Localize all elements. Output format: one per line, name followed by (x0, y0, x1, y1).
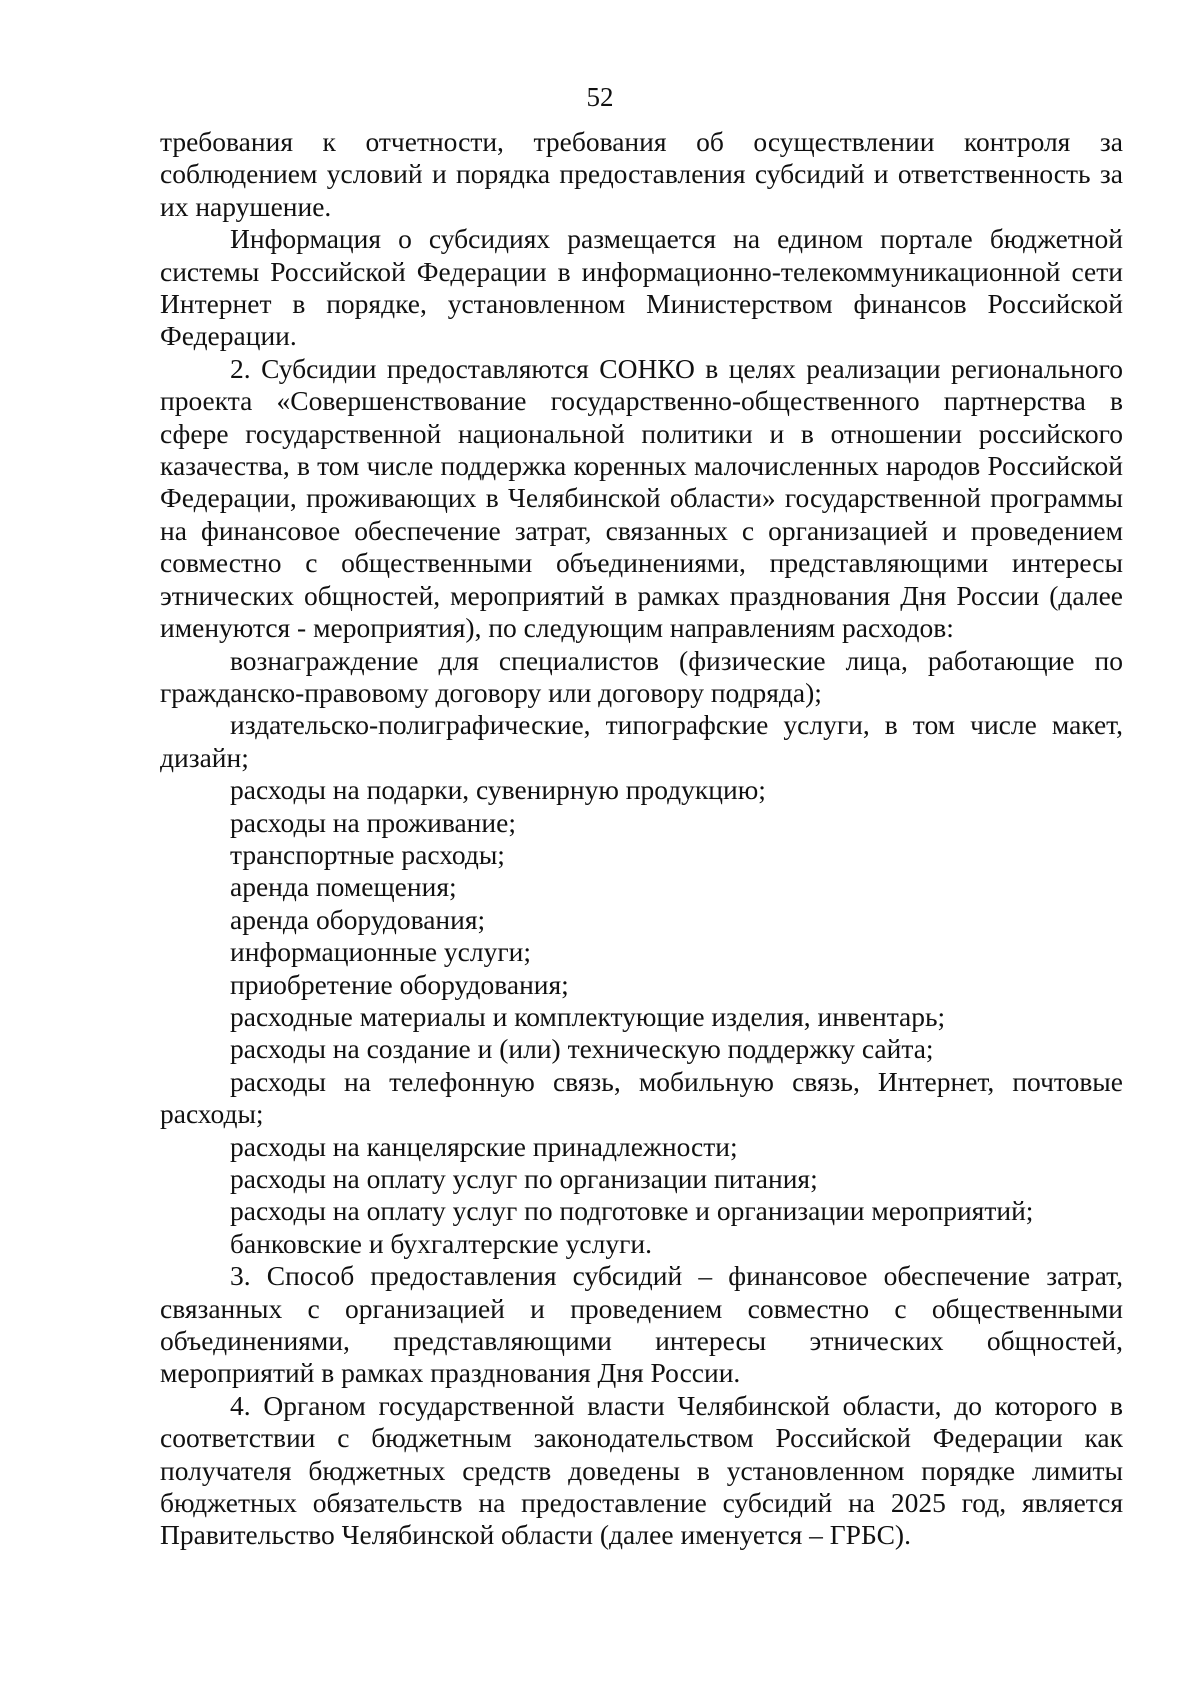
document-body (160, 126, 1123, 1552)
list-item: приобретение оборудования; (230, 968, 569, 1000)
list-item: расходы на телефонную связь, мобильную связь, Интернет, почтовые расходы; (160, 1065, 1123, 1130)
list-item: расходы на канцелярские принадлежности; (230, 1130, 738, 1162)
list-item: аренда оборудования; (230, 903, 486, 935)
list-item: расходы на оплату услуг по организации питания; (230, 1163, 818, 1194)
paragraph-continuation: требования к отчетности, требования об осуществлении контроля за соблюдением условий и порядка предоставления субсидий и ответственность за их нарушение. (160, 126, 1123, 222)
paragraph-item-4: 4. Органом государственной власти Челябинской области, до которого в соответствии с бюджетным законодательством Российской Федерации как получателя бюджетных средств доведены в установленном порядке лимиты бюджетных обязательств на предоставление субсидий на 2025 год, является Правительство Челябинской области (далее именуется – ГРБС). (160, 1389, 1123, 1551)
list-item: информационные услуги; (230, 936, 531, 968)
list-item: вознаграждение для специалистов (физические лица, работающие по гражданско-правовому договору или договору подряда); (160, 644, 1123, 708)
paragraph-item-2: 2. Субсидии предоставляются СОНКО в целях реализации регионального проекта «Совершенствование государственно-общественного партнерства в сфере государственной национальной политики и в отношении российского казачества, в том числе поддержка коренных малочисленных народов Российской Федерации, проживающих в Челябинской области» государственной программы на финансовое обеспечение затрат, связанных с организацией и проведением совместно с общественными объединениями, представляющими интересы этнических общностей, мероприятий в рамках празднования Дня России (далее именуются - мероприятия), по следующим направлениям расходов: (160, 352, 1123, 644)
paragraph-item-3: 3. Способ предоставления субсидий – финансовое обеспечение затрат, связанных с организацией и проведением совместно с общественными объединениями, представляющими интересы этнических общностей, мероприятий в рамках празднования Дня России. (160, 1260, 1123, 1389)
list-item: расходы на подарки, сувенирную продукцию; (230, 774, 766, 806)
list-item: транспортные расходы; (230, 838, 505, 870)
list-item: расходные материалы и комплектующие изделия, инвентарь; (230, 1000, 946, 1032)
list-item: расходы на проживание; (230, 806, 516, 838)
paragraph-subsidy-info: Информация о субсидиях размещается на едином портале бюджетной системы Российской Федерации в информационно-телекоммуникационной сети Интернет в порядке, установленном Министерством финансов Российской Федерации. (160, 223, 1123, 352)
list-item: издательско-полиграфические, типографские услуги, в том числе макет, дизайн; (160, 709, 1123, 773)
page-number: 52 (586, 82, 614, 112)
list-item: расходы на создание и (или) техническую поддержку сайта; (230, 1033, 934, 1065)
list-item: банковские и бухгалтерские услуги. (230, 1227, 652, 1259)
list-item: аренда помещения; (230, 871, 457, 903)
list-item: расходы на оплату услуг по подготовке и организации мероприятий; (230, 1195, 1034, 1227)
